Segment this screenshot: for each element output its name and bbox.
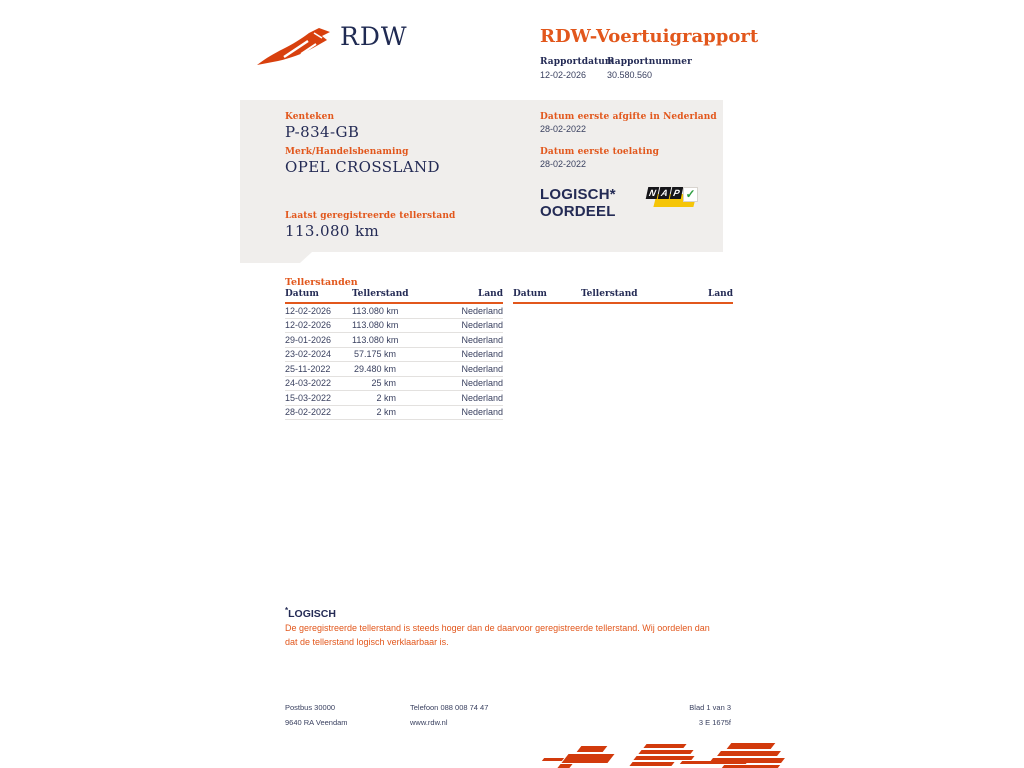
- col-header-land: Land: [478, 289, 503, 299]
- cell-tellerstand: 113.080 km: [352, 334, 399, 345]
- table-row: [285, 362, 503, 377]
- rdw-wing-logo-icon: [256, 20, 334, 67]
- cell-land: Nederland: [461, 392, 503, 403]
- nap-letter-n: N: [646, 187, 660, 199]
- cell-land: Nederland: [461, 407, 503, 418]
- cell-tellerstand: 2 km: [376, 407, 396, 418]
- footnote-title: [285, 606, 336, 620]
- cell-tellerstand: 2 km: [376, 392, 396, 403]
- footer-form-code: 3 E 1675f: [698, 718, 731, 727]
- footer-contact: [410, 700, 488, 730]
- report-date-value: 12-02-2026: [540, 70, 587, 80]
- footnote-text: De geregistreerde tellerstand is steeds hoger dan de daarvoor geregistreerde tellerstand. Wij oordelen dan dat de tellerstand logisch verklaarbaar is.: [285, 623, 710, 647]
- eerste-afgifte-label: Datum eerste afgifte in Nederland: [540, 112, 717, 122]
- kenteken-label: Kenteken: [285, 112, 335, 122]
- cell-datum: 28-02-2022: [285, 407, 332, 418]
- nap-checkmark-icon: ✓: [683, 187, 698, 202]
- kenteken-value: P-834-GB: [285, 123, 360, 141]
- rdw-logotype: RDW: [340, 22, 408, 51]
- eerste-toelating-label: Datum eerste toelating: [540, 147, 660, 157]
- nap-logo-icon: [646, 185, 698, 211]
- col-header-tellerstand: Tellerstand: [581, 289, 638, 299]
- nap-letter-a: A: [658, 187, 672, 199]
- cell-datum: 12-02-2026: [285, 320, 332, 331]
- col-header-tellerstand: Tellerstand: [352, 289, 409, 299]
- cell-datum: 15-03-2022: [285, 392, 332, 403]
- cell-datum: 23-02-2024: [285, 349, 332, 360]
- tellerstanden-title: Tellerstanden: [285, 277, 358, 288]
- cell-land: Nederland: [461, 305, 503, 316]
- table-row: [285, 406, 503, 421]
- footer-page-info: [631, 700, 731, 730]
- cell-tellerstand: 25 km: [371, 378, 396, 389]
- tellerstand-value: 113.080 km: [285, 222, 380, 240]
- cell-datum: 29-01-2026: [285, 334, 332, 345]
- cell-tellerstand: 29.480 km: [353, 363, 396, 374]
- report-number-value: 30.580.560: [607, 70, 653, 80]
- table-header-row: [513, 289, 733, 304]
- cell-datum: 12-02-2026: [285, 305, 332, 316]
- cell-land: Nederland: [461, 334, 503, 345]
- report-date-label: Rapportdatum: [540, 57, 615, 67]
- merk-label: Merk/Handelsbenaming: [285, 147, 409, 157]
- tellerstand-label: Laatst geregistreerde tellerstand: [285, 211, 456, 221]
- cell-datum: 24-03-2022: [285, 378, 332, 389]
- oordeel-text: [540, 186, 616, 220]
- tellerstanden-table-left: [285, 289, 503, 420]
- col-header-land: Land: [708, 289, 733, 299]
- footer-page-number: Blad 1 van 3: [689, 703, 731, 712]
- table-row: [285, 348, 503, 363]
- cell-tellerstand: 57.175 km: [353, 349, 396, 360]
- table-row: [285, 377, 503, 392]
- cell-land: Nederland: [461, 378, 503, 389]
- footnote-title-text: LOGISCH: [288, 608, 336, 620]
- footnote-marker: *: [285, 606, 289, 615]
- tellerstanden-table-right: [513, 289, 733, 304]
- table-row: [285, 391, 503, 406]
- cell-land: Nederland: [461, 320, 503, 331]
- cell-land: Nederland: [461, 349, 503, 360]
- footer-phone: Telefoon 088 008 74 47: [410, 703, 489, 712]
- footer-postbus: Postbus 30000: [285, 703, 336, 712]
- eerste-toelating-value: 28-02-2022: [540, 159, 587, 169]
- oordeel-line2: OORDEEL: [540, 203, 616, 220]
- vehicle-panel-notch: [240, 252, 312, 263]
- table-row: [285, 333, 503, 348]
- footer-city: 9640 RA Veendam: [285, 718, 348, 727]
- eerste-afgifte-value: 28-02-2022: [540, 124, 587, 134]
- cell-land: Nederland: [461, 363, 503, 374]
- table-row: [285, 319, 503, 334]
- col-header-datum: Datum: [285, 289, 319, 299]
- oordeel-line1: LOGISCH*: [540, 186, 616, 203]
- report-number-label: Rapportnummer: [607, 57, 692, 67]
- cell-tellerstand: 113.080 km: [352, 320, 399, 331]
- footer-website: www.rdw.nl: [410, 718, 448, 727]
- footer-wing-graphic-icon: [543, 740, 788, 768]
- page-title: RDW-Voertuigrapport: [540, 26, 759, 47]
- table-header-row: [285, 289, 503, 304]
- table-row: [285, 304, 503, 319]
- cell-tellerstand: 113.080 km: [352, 305, 399, 316]
- footer-address: [285, 700, 348, 730]
- col-header-datum: Datum: [513, 289, 547, 299]
- cell-datum: 25-11-2022: [285, 363, 331, 374]
- nap-letter-p: P: [670, 187, 684, 199]
- merk-value: OPEL CROSSLAND: [285, 158, 440, 176]
